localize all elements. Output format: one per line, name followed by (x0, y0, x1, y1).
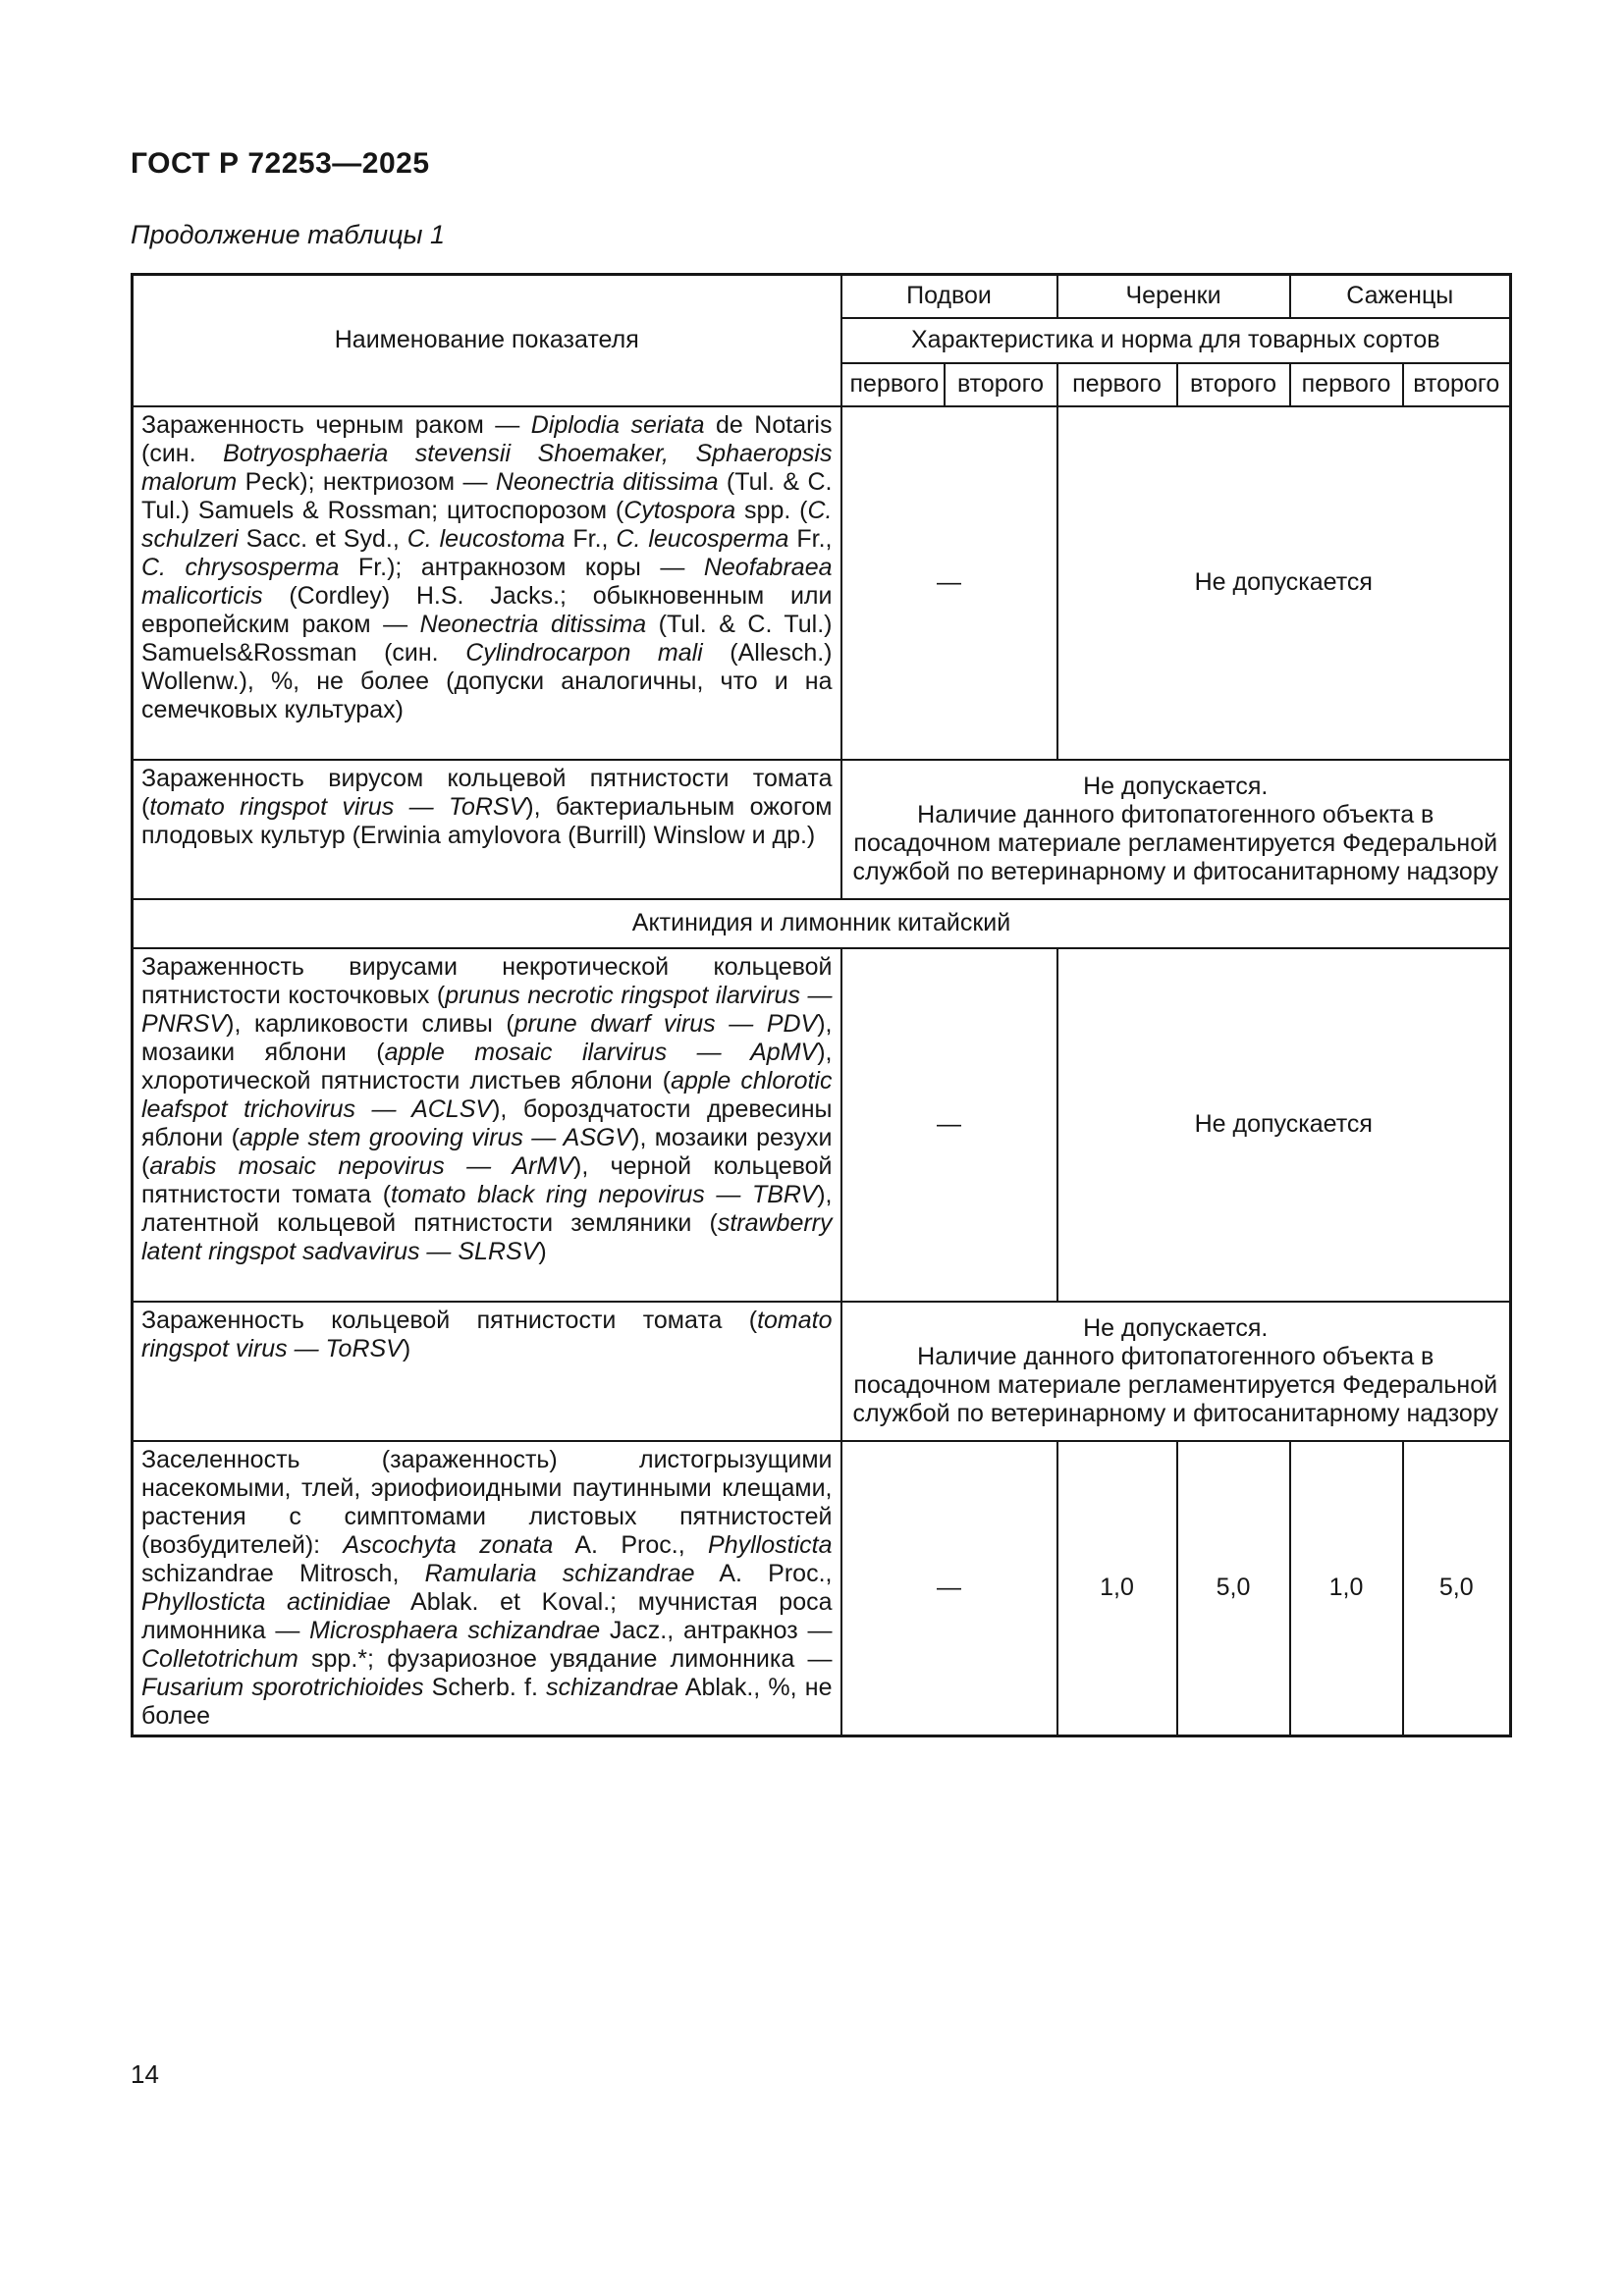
value-sazhentsy-second: 5,0 (1403, 1441, 1511, 1736)
header-characteristic-band: Характеристика и норма для товарных сортов (841, 318, 1511, 363)
header-group-podvoi: Подвои (841, 275, 1057, 318)
header-group-cherenki: Черенки (1057, 275, 1290, 318)
page-number: 14 (131, 2059, 159, 2089)
header-name-column: Наименование показателя (133, 275, 841, 406)
indicator-black-canker: Зараженность черным раком — Diplodia seriata de Notaris (син. Botryosphaeria stevensii Shoemaker, Sphaeropsis malorum Peck); нектриозом — Neonectria ditissima (Tul. & C. Tul.) Samuels & Rossman; цитоспорозом (Cytospora spp. (C. schulzeri Sacc. et Syd., C. leucostoma Fr., C. leucosperma Fr., C. chrysosperma Fr.); антракнозом коры — Neofabraea malicorticis (Cordley) H.S. Jacks.; обыкновенным или европейским раком — Neonectria ditissima (Tul. & C. Tul.) Samuels&Rossman (син. Cylindrocarpon mali (Allesch.) Wollenw.), %, не более (допуски аналогичны, что и на семечковых культурах) (133, 406, 841, 760)
value-not-allowed-note: Не допускается. Наличие данного фитопатогенного объекта в посадочном материале регламентируется Федеральной службой по ветеринарному и фитосанитарному надзору (841, 1302, 1511, 1441)
indicator-torsv-bacterial-blight: Зараженность вирусом кольцевой пятнистости томата (tomato ringspot virus — ToRSV), бактериальным ожогом плодовых культур (Erwinia amylovora (Burrill) Winslow и др.) (133, 760, 841, 899)
header-grade-podvoi-first: первого (841, 363, 945, 406)
table-section-row (133, 899, 1511, 948)
value-not-allowed-note: Не допускается. Наличие данного фитопатогенного объекта в посадочном материале регламентируется Федеральной службой по ветеринарному и фитосанитарному надзору (841, 760, 1511, 899)
header-grade-sazhentsy-second: второго (1403, 363, 1511, 406)
table-row (133, 948, 1511, 1302)
value-not-allowed: Не допускается (1057, 948, 1511, 1302)
value-not-allowed: Не допускается (1057, 406, 1511, 760)
value-podvoi-dash: — (841, 406, 1057, 760)
table-row (133, 1441, 1511, 1736)
indicator-leaf-pests: Заселенность (зараженность) листогрызущими насекомыми, тлей, эриофиоидными паутинными клещами, растения с симптомами листовых пятнистостей (возбудителей): Ascochyta zonata A. Proc., Phyllosticta schizandrae Mitrosch, Ramularia schizandrae A. Proc., Phyllosticta actinidiae Ablak. et Koval.; мучнистая роса лимонника — Microsphaera schizandrae Jacz., антракноз — Colletotrichum spp.*; фузариозное увядание лимонника — Fusarium sporotrichioides Scherb. f. schizandrae Ablak., %, не более (133, 1441, 841, 1736)
header-group-sazhentsy: Саженцы (1290, 275, 1511, 318)
standards-table (131, 273, 1512, 1737)
table-caption: Продолжение таблицы 1 (131, 220, 446, 249)
doc-code: ГОСТ Р 72253—2025 (131, 147, 430, 180)
value-cherenki-first: 1,0 (1057, 1441, 1177, 1736)
value-sazhentsy-first: 1,0 (1290, 1441, 1403, 1736)
value-cherenki-second: 5,0 (1177, 1441, 1290, 1736)
value-podvoi-dash: — (841, 948, 1057, 1302)
header-grade-cherenki-first: первого (1057, 363, 1177, 406)
header-grade-podvoi-second: второго (945, 363, 1057, 406)
section-actinidia-schisandra: Актинидия и лимонник китайский (133, 899, 1511, 948)
value-podvoi-dash: — (841, 1441, 1057, 1736)
header-grade-sazhentsy-first: первого (1290, 363, 1403, 406)
table-row (133, 760, 1511, 899)
table-row (133, 406, 1511, 760)
indicator-tomato-ringspot: Зараженность кольцевой пятнистости томата (tomato ringspot virus — ToRSV) (133, 1302, 841, 1441)
header-grade-cherenki-second: второго (1177, 363, 1290, 406)
indicator-necrotic-ringspot-viruses: Зараженность вирусами некротической кольцевой пятнистости косточковых (prunus necrotic ringspot ilarvirus — PNRSV), карликовости сливы (prune dwarf virus — PDV), мозаики яблони (apple mosaic ilarvirus — ApMV), хлоротической пятнистости листьев яблони (apple chlorotic leafspot trichovirus — ACLSV), бороздчатости древесины яблони (apple stem grooving virus — ASGV), мозаики резухи (arabis mosaic nepovirus — ArMV), черной кольцевой пятнистости томата (tomato black ring nepovirus — TBRV), латентной кольцевой пятнистости земляники (strawberry latent ringspot sadvavirus — SLRSV) (133, 948, 841, 1302)
table-row (133, 1302, 1511, 1441)
